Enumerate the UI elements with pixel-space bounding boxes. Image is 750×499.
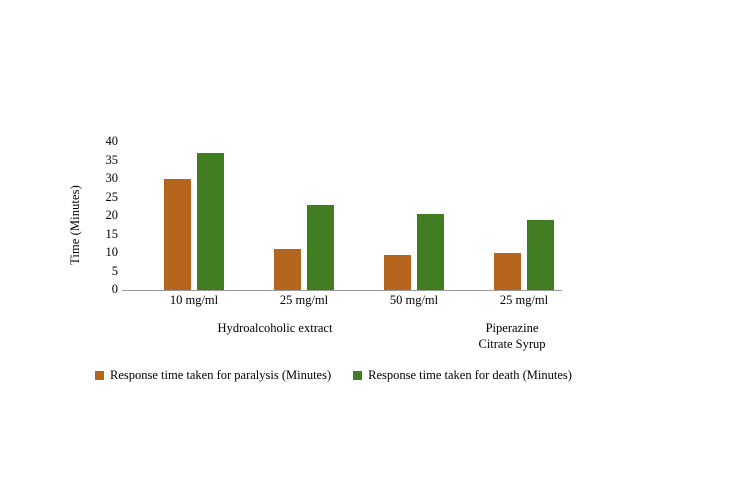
bar-death: [307, 205, 334, 290]
x-axis-tick-label: 50 mg/ml: [389, 293, 439, 307]
x-axis-tick-labels: [122, 293, 562, 311]
x-axis-tick-label: 10 mg/ml: [169, 293, 219, 307]
y-axis-tick: 5: [111, 263, 118, 278]
legend-label: Response time taken for death (Minutes): [368, 367, 572, 382]
y-axis-tick: 40: [105, 134, 118, 148]
y-axis-tick: 25: [105, 189, 118, 204]
y-axis-tick: 30: [105, 171, 118, 185]
bar-group: [362, 142, 466, 290]
legend-swatch-icon: [353, 371, 362, 380]
bar-death: [197, 153, 224, 290]
group-caption-piperazine: [432, 320, 592, 352]
group-caption-piperazine-line2: Citrate Syrup: [478, 337, 546, 351]
x-axis-tick-label: 25 mg/ml: [499, 293, 549, 307]
chart-legend: [95, 366, 695, 384]
bar-groups: [122, 142, 562, 290]
bar-paralysis: [384, 255, 411, 290]
bar-paralysis: [164, 179, 191, 290]
y-axis-tick: 10: [105, 245, 118, 259]
bar-paralysis: [274, 249, 301, 290]
bar-group: [142, 142, 246, 290]
y-axis-tick: 15: [105, 226, 118, 241]
plot-area: [122, 142, 562, 290]
y-axis-tick: 35: [105, 152, 118, 167]
y-axis-tick: 0: [111, 282, 118, 296]
y-axis-tick-labels: [92, 135, 118, 297]
legend-swatch-icon: [95, 371, 104, 380]
legend-item: [353, 368, 572, 383]
y-axis-title: Time (Minutes): [68, 185, 82, 265]
bar-death: [527, 220, 554, 290]
legend-label: Response time taken for paralysis (Minutes): [110, 367, 332, 382]
bar-group: [252, 142, 356, 290]
x-axis-tick-label: 25 mg/ml: [279, 293, 329, 307]
bar-paralysis: [494, 253, 521, 290]
legend-item: [95, 368, 331, 383]
y-axis-tick: 20: [105, 208, 118, 222]
bar-group: [472, 142, 576, 290]
bar-death: [417, 214, 444, 290]
x-axis-line: [122, 290, 562, 291]
group-caption-piperazine-line1: Piperazine: [485, 321, 539, 335]
group-caption-hydroalcoholic: Hydroalcoholic extract: [217, 321, 333, 335]
